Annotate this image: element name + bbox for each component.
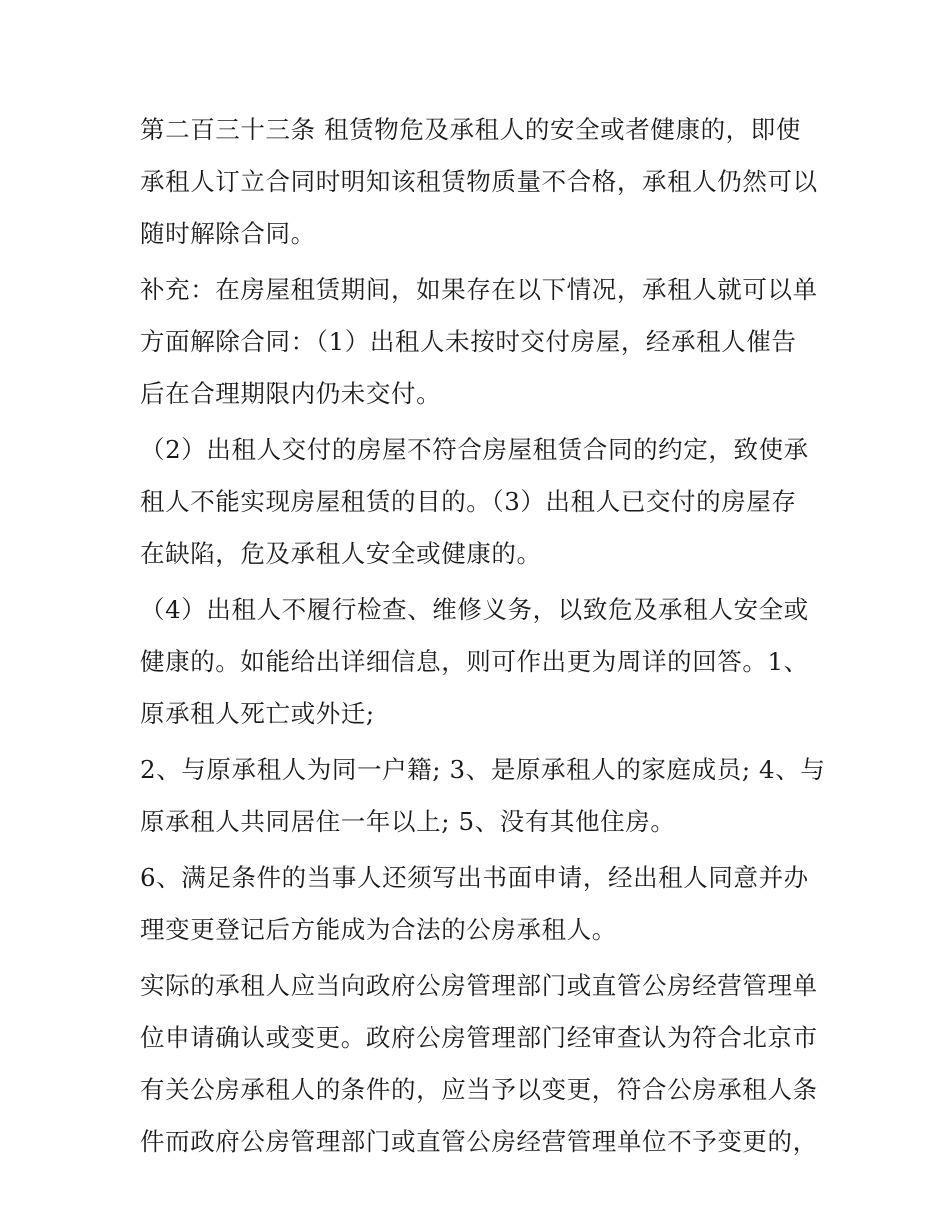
text-line: 承租人订立合同时明知该租赁物质量不合格，承租人仍然可以 <box>140 167 818 196</box>
text-line: 理变更登记后方能成为合法的公房承租人。 <box>140 915 617 944</box>
paragraph-item-4 <box>140 584 820 740</box>
paragraph-condition-6 <box>140 852 820 956</box>
text-line: 补充：在房屋租赁期间，如果存在以下情况，承租人就可以单 <box>140 275 818 304</box>
text-line: 在缺陷，危及承租人安全或健康的。 <box>140 539 542 568</box>
text-line: 位申请确认或变更。政府公房管理部门经审查认为符合北京市 <box>140 1023 818 1052</box>
text-line: 随时解除合同。 <box>140 219 316 248</box>
text-line: 2、与原承租人为同一户籍; 3、是原承租人的家庭成员; 4、与 <box>140 755 826 784</box>
text-line: 原承租人死亡或外迁; <box>140 699 375 728</box>
text-line: 方面解除合同：（1）出租人未按时交付房屋，经承租人催告 <box>140 327 797 356</box>
paragraph-actual-tenant <box>140 960 820 1168</box>
text-line: 第二百三十三条 租赁物危及承租人的安全或者健康的，即使 <box>140 115 801 144</box>
text-line: 6、满足条件的当事人还须写出书面申请，经出租人同意并办 <box>140 863 809 892</box>
text-line: 租人不能实现房屋租赁的目的。（3）出租人已交付的房屋存 <box>140 487 797 516</box>
text-line: 实际的承租人应当向政府公房管理部门或直管公房经营管理单 <box>140 971 818 1000</box>
paragraph-item-2-3 <box>140 424 820 580</box>
text-line: 健康的。如能给出详细信息，则可作出更为周详的回答。1、 <box>140 647 809 676</box>
text-line: （2）出租人交付的房屋不符合房屋租赁合同的约定，致使承 <box>140 435 809 464</box>
paragraph-conditions-2-5 <box>140 744 826 848</box>
text-line: 件而政府公房管理部门或直管公房经营管理单位不予变更的， <box>140 1127 818 1156</box>
text-line: 后在合理期限内仍未交付。 <box>140 379 442 408</box>
paragraph-supplement <box>140 264 820 420</box>
text-line: （4）出租人不履行检查、维修义务，以致危及承租人安全或 <box>140 595 809 624</box>
document-body <box>140 104 826 1172</box>
text-line: 原承租人共同居住一年以上; 5、没有其他住房。 <box>140 807 676 836</box>
paragraph-article-233 <box>140 104 820 260</box>
text-line: 有关公房承租人的条件的，应当予以变更，符合公房承租人条 <box>140 1075 818 1104</box>
